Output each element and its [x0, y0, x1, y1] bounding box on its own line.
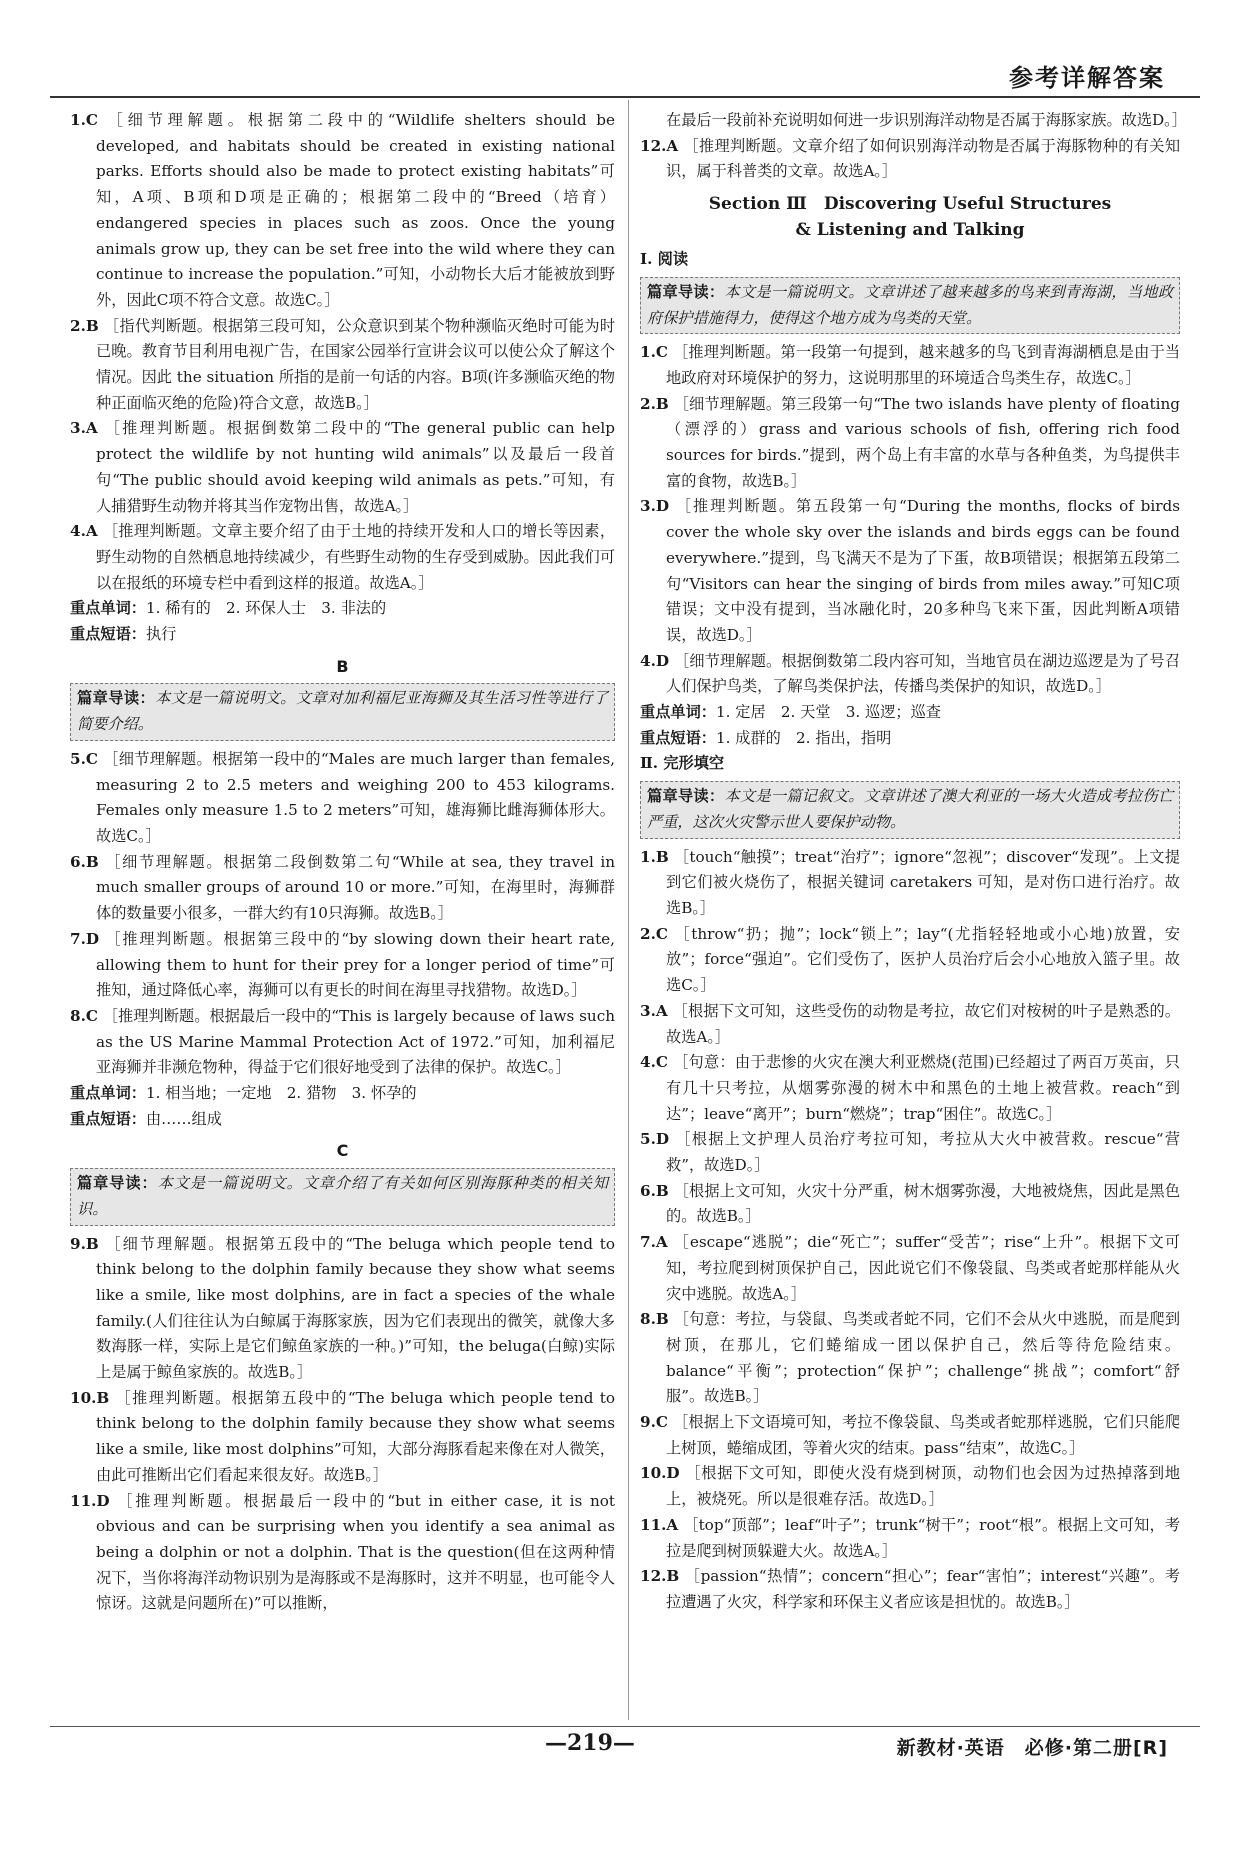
answer-item: 9.B ［细节理解题。根据第五段中的“The beluga which people tend to think belong to the dolphin family because they show what seems like a smile, like most dolphins, are in fact a species of the whale family.(人们往往认为白鲸属于海豚家族，因为它们表现出的微笑，就像大多数海豚一样，实际上是它们鲸鱼家族的一种。)”可知，the beluga(白鲸)实际上是属于鲸鱼家族的。故选B。］: [70, 1234, 615, 1382]
section-title: Section Ⅲ Discovering Useful Structures & Listening and Talking: [708, 194, 1112, 241]
answer-item: 12.B ［passion“热情”；concern“担心”；fear“害怕”；interest“兴趣”。考拉遭遇了火灾，科学家和环保主义者应该是担忧的。故选B。］: [640, 1567, 1180, 1611]
book-title: 新教材·英语 必修·第二册[R]: [896, 1737, 1168, 1759]
left-column: [70, 108, 615, 1617]
answer-item: 6.B ［细节理解题。根据第二段倒数第二句“While at sea, they travel in much smaller groups of around 10 or more.”可知，在海里时，海狮群体的数量要小很多，一群大约有10只海狮。故选B。］: [70, 852, 616, 923]
key-phrases: 重点短语：执行: [70, 625, 177, 644]
answer-continuation: 在最后一段前补充说明如何进一步识别海洋动物是否属于海豚家族。故选D。］: [666, 111, 1187, 129]
header-divider: [50, 96, 1200, 98]
answer-item: 8.B ［句意：考拉，与袋鼠、鸟类或者蛇不同，它们不会从火中逃脱，而是爬到树顶，在那儿，它们蜷缩成一团以保护自己，然后等待危险结束。balance“平衡”；protection“保护”；challenge“挑战”；comfort“舒服”。故选B。］: [640, 1310, 1181, 1406]
answer-item: 5.D ［根据上文护理人员治疗考拉可知，考拉从大火中被营救。rescue“营救”，故选D。］: [640, 1130, 1180, 1175]
answer-item: 4.C ［句意：由于悲惨的火灾在澳大利亚燃烧(范围)已经超过了两百万英亩，只有几十只考拉，从烟雾弥漫的树木中和黑色的土地上被营救。reach“到达”；leave“离开”；burn“燃烧”；trap“困住”。故选C。］: [640, 1053, 1180, 1123]
answer-item: 7.D ［推理判断题。根据第三段中的“by slowing down their heart rate, allowing them to hunt for their prey for a longer period of time”可推知，通过降低心率，海狮可以有更长的时间在海里寻找猎物。故选D。］: [70, 929, 615, 1000]
passage-guide: 篇章导读：本文是一篇记叙文。文章讲述了澳大利亚的一场大火造成考拉伤亡严重，这次火灾警示世人要保护动物。: [640, 781, 1180, 838]
answer-item: 10.D ［根据下文可知，即使火没有烧到树顶，动物们也会因为过热掉落到地上，被烧死。所以是很难存活。故选D。］: [640, 1464, 1181, 1509]
right-column: [640, 108, 1187, 1616]
answer-item: 10.B ［推理判断题。根据第五段中的“The beluga which people tend to think belong to the dolphin family because they show what seems like a smile, like most dolphins”可知，大部分海豚看起来像在对人微笑，由此可推断出它们看起来很友好。故选B。］: [70, 1388, 616, 1484]
answer-item: 4.A ［推理判断题。文章主要介绍了由于土地的持续开发和人口的增长等因素，野生动物的自然栖息地持续减少，有些野生动物的生存受到威胁。因此我们可以在报纸的环境专栏中看到这样的报道。故选A。］: [70, 522, 615, 592]
key-phrases: 重点短语：1. 成群的 2. 指出，指明: [640, 728, 892, 747]
passage-guide: 篇章导读：本文是一篇说明文。文章讲述了越来越多的鸟来到青海湖，当地政府保护措施得力，使得这个地方成为鸟类的天堂。: [640, 277, 1180, 334]
answer-item: 3.A ［推理判断题。根据倒数第二段中的“The general public can help protect the wildlife by not hunting wild animals”以及最后一段首句“The public should avoid keeping wild animals as pets.”可知，有人捕猎野生动物并将其当作宠物出售，故选A。］: [70, 419, 616, 515]
answer-item: 3.D ［推理判断题。第五段第一句“During the months, flocks of birds cover the whole sky over the islands and birds eggs can be found everywhere.”提到，鸟飞满天不是为了下蛋，故B项错误；根据第五段第二句“Visitors can hear the singing of birds from miles away.”可知C项错误；文中没有提到，当冰融化时，20多种鸟飞来下蛋，因此判断A项错误，故选D。］: [640, 497, 1180, 644]
column-divider: [628, 100, 629, 1720]
footer-divider: [50, 1726, 1200, 1727]
passage-guide: 篇章导读：本文是一篇说明文。文章对加利福尼亚海狮及其生活习性等进行了简要介绍。: [70, 683, 615, 740]
answer-item: 7.A ［escape“逃脱”；die“死亡”；suffer“受苦”；rise“上升”。根据下文可知，考拉爬到树顶保护自己，因此说它们不像袋鼠、鸟类或者蛇那样能从火灾中逃脱。故选A。］: [640, 1233, 1181, 1303]
answer-item: 11.D ［推理判断题。根据最后一段中的“but in either case, it is not obvious and can be surprising when you identify a sea animal as being a dolphin or not a dolphin. That is the question(但在这两种情况下，当你将海洋动物识别为是海豚或不是海豚时，这并不明显，也可能令人惊讶。这就是问题所在)”可以推断，: [70, 1491, 616, 1613]
page-header-title: 参考详解答案: [1009, 64, 1165, 92]
answer-item: 1.C ［推理判断题。第一段第一句提到，越来越多的鸟飞到青海湖栖息是由于当地政府对环境保护的努力，这说明那里的环境适合鸟类生存，故选C。］: [640, 343, 1181, 387]
answer-item: 1.B ［touch“触摸”；treat“治疗”；ignore“忽视”；discover“发现”。上文提到它们被火烧伤了，根据关键词 caretakers 可知，是对伤口进行治疗。故选B。］: [640, 847, 1181, 917]
passage-guide: 篇章导读：本文是一篇说明文。文章介绍了有关如何区别海豚种类的相关知识。: [70, 1168, 615, 1225]
answer-item: 6.B ［根据上文可知，火灾十分严重，树木烟雾弥漫，大地被烧焦，因此是黑色的。故选B。］: [640, 1181, 1181, 1226]
page-number: —219—: [545, 1730, 635, 1756]
passage-heading-b: B: [336, 656, 349, 676]
answer-item: 1.C ［细节理解题。根据第二段中的“Wildlife shelters should be developed, and habitats should be created in existing national parks. Efforts should also be made to protect existing habitats”可知，A项、B项和D项是正确的；根据第二段中的“Breed（培育）endangered species in places such as zoos. Once the young animals grow up, they can be set free into the wild where they can continue to increase the population.”可知，小动物长大后才能被放到野外，因此C项不符合文意。故选C。］: [70, 111, 615, 309]
answer-item: 2.C ［throw“扔；抛”；lock“锁上”；lay“(尤指轻轻地或小心地)放置，安放”；force“强迫”。它们受伤了，医护人员治疗后会小心地放入篮子里。故选C。］: [640, 924, 1181, 995]
passage-heading-c: C: [336, 1141, 349, 1161]
key-words: 重点单词：1. 相当地；一定地 2. 猎物 3. 怀孕的: [70, 1084, 417, 1103]
key-words: 重点单词：1. 定居 2. 天堂 3. 巡逻；巡查: [640, 703, 941, 722]
cloze-label: Ⅱ. 完形填空: [640, 754, 725, 773]
answer-item: 3.A ［根据下文可知，这些受伤的动物是考拉，故它们对桉树的叶子是熟悉的。故选A。］: [640, 1001, 1181, 1046]
answer-item: 2.B ［细节理解题。第三段第一句“The two islands have plenty of floating（漂浮的）grass and various schools of fish, offering rich food sources for birds.”提到，两个岛上有丰富的水草与各种鱼类，为鸟提供丰富的食物，故选B。］: [640, 394, 1181, 490]
key-phrases: 重点短语：由……组成: [70, 1109, 222, 1128]
answer-item: 9.C ［根据上下文语境可知，考拉不像袋鼠、鸟类或者蛇那样逃脱，它们只能爬上树顶，蜷缩成团，等着火灾的结束。pass“结束”，故选C。］: [640, 1413, 1181, 1457]
answer-item: 4.D ［细节理解题。根据倒数第二段内容可知，当地官员在湖边巡逻是为了号召人们保护鸟类，了解鸟类保护法，传播鸟类保护的知识，故选D。］: [640, 651, 1181, 696]
key-words: 重点单词：1. 稀有的 2. 环保人士 3. 非法的: [70, 599, 387, 618]
answer-item: 8.C ［推理判断题。根据最后一段中的“This is largely because of laws such as the US Marine Mammal Protection Act of 1972.”可知，加利福尼亚海狮并非濒危物种，得益于它们很好地受到了法律的保护。故选C。］: [70, 1006, 615, 1077]
answer-item: 11.A ［top“顶部”；leaf“叶子”；trunk“树干”；root“根”。根据上文可知，考拉是爬到树顶躲避大火。故选A。］: [640, 1515, 1181, 1560]
answer-item: 5.C ［细节理解题。根据第一段中的“Males are much larger than females, measuring 2 to 2.5 meters and weighing 200 to 453 kilograms. Females only measure 1.5 to 2 meters”可知，雄海狮比雌海狮体形大。故选C。］: [70, 749, 615, 845]
answer-item: 12.A ［推理判断题。文章介绍了如何识别海洋动物是否属于海豚物种的有关知识，属于科普类的文章。故选A。］: [640, 136, 1181, 181]
reading-label: Ⅰ. 阅读: [640, 250, 689, 269]
answer-item: 2.B ［指代判断题。根据第三段可知，公众意识到某个物种濒临灭绝时可能为时已晚。教育节目利用电视广告，在国家公园举行宣讲会议可以使公众了解这个情况。因此 the situation 所指的是前一句话的内容。B项(许多濒临灭绝的物种正面临灭绝的危险)符合文意，故选B。］: [70, 316, 616, 412]
